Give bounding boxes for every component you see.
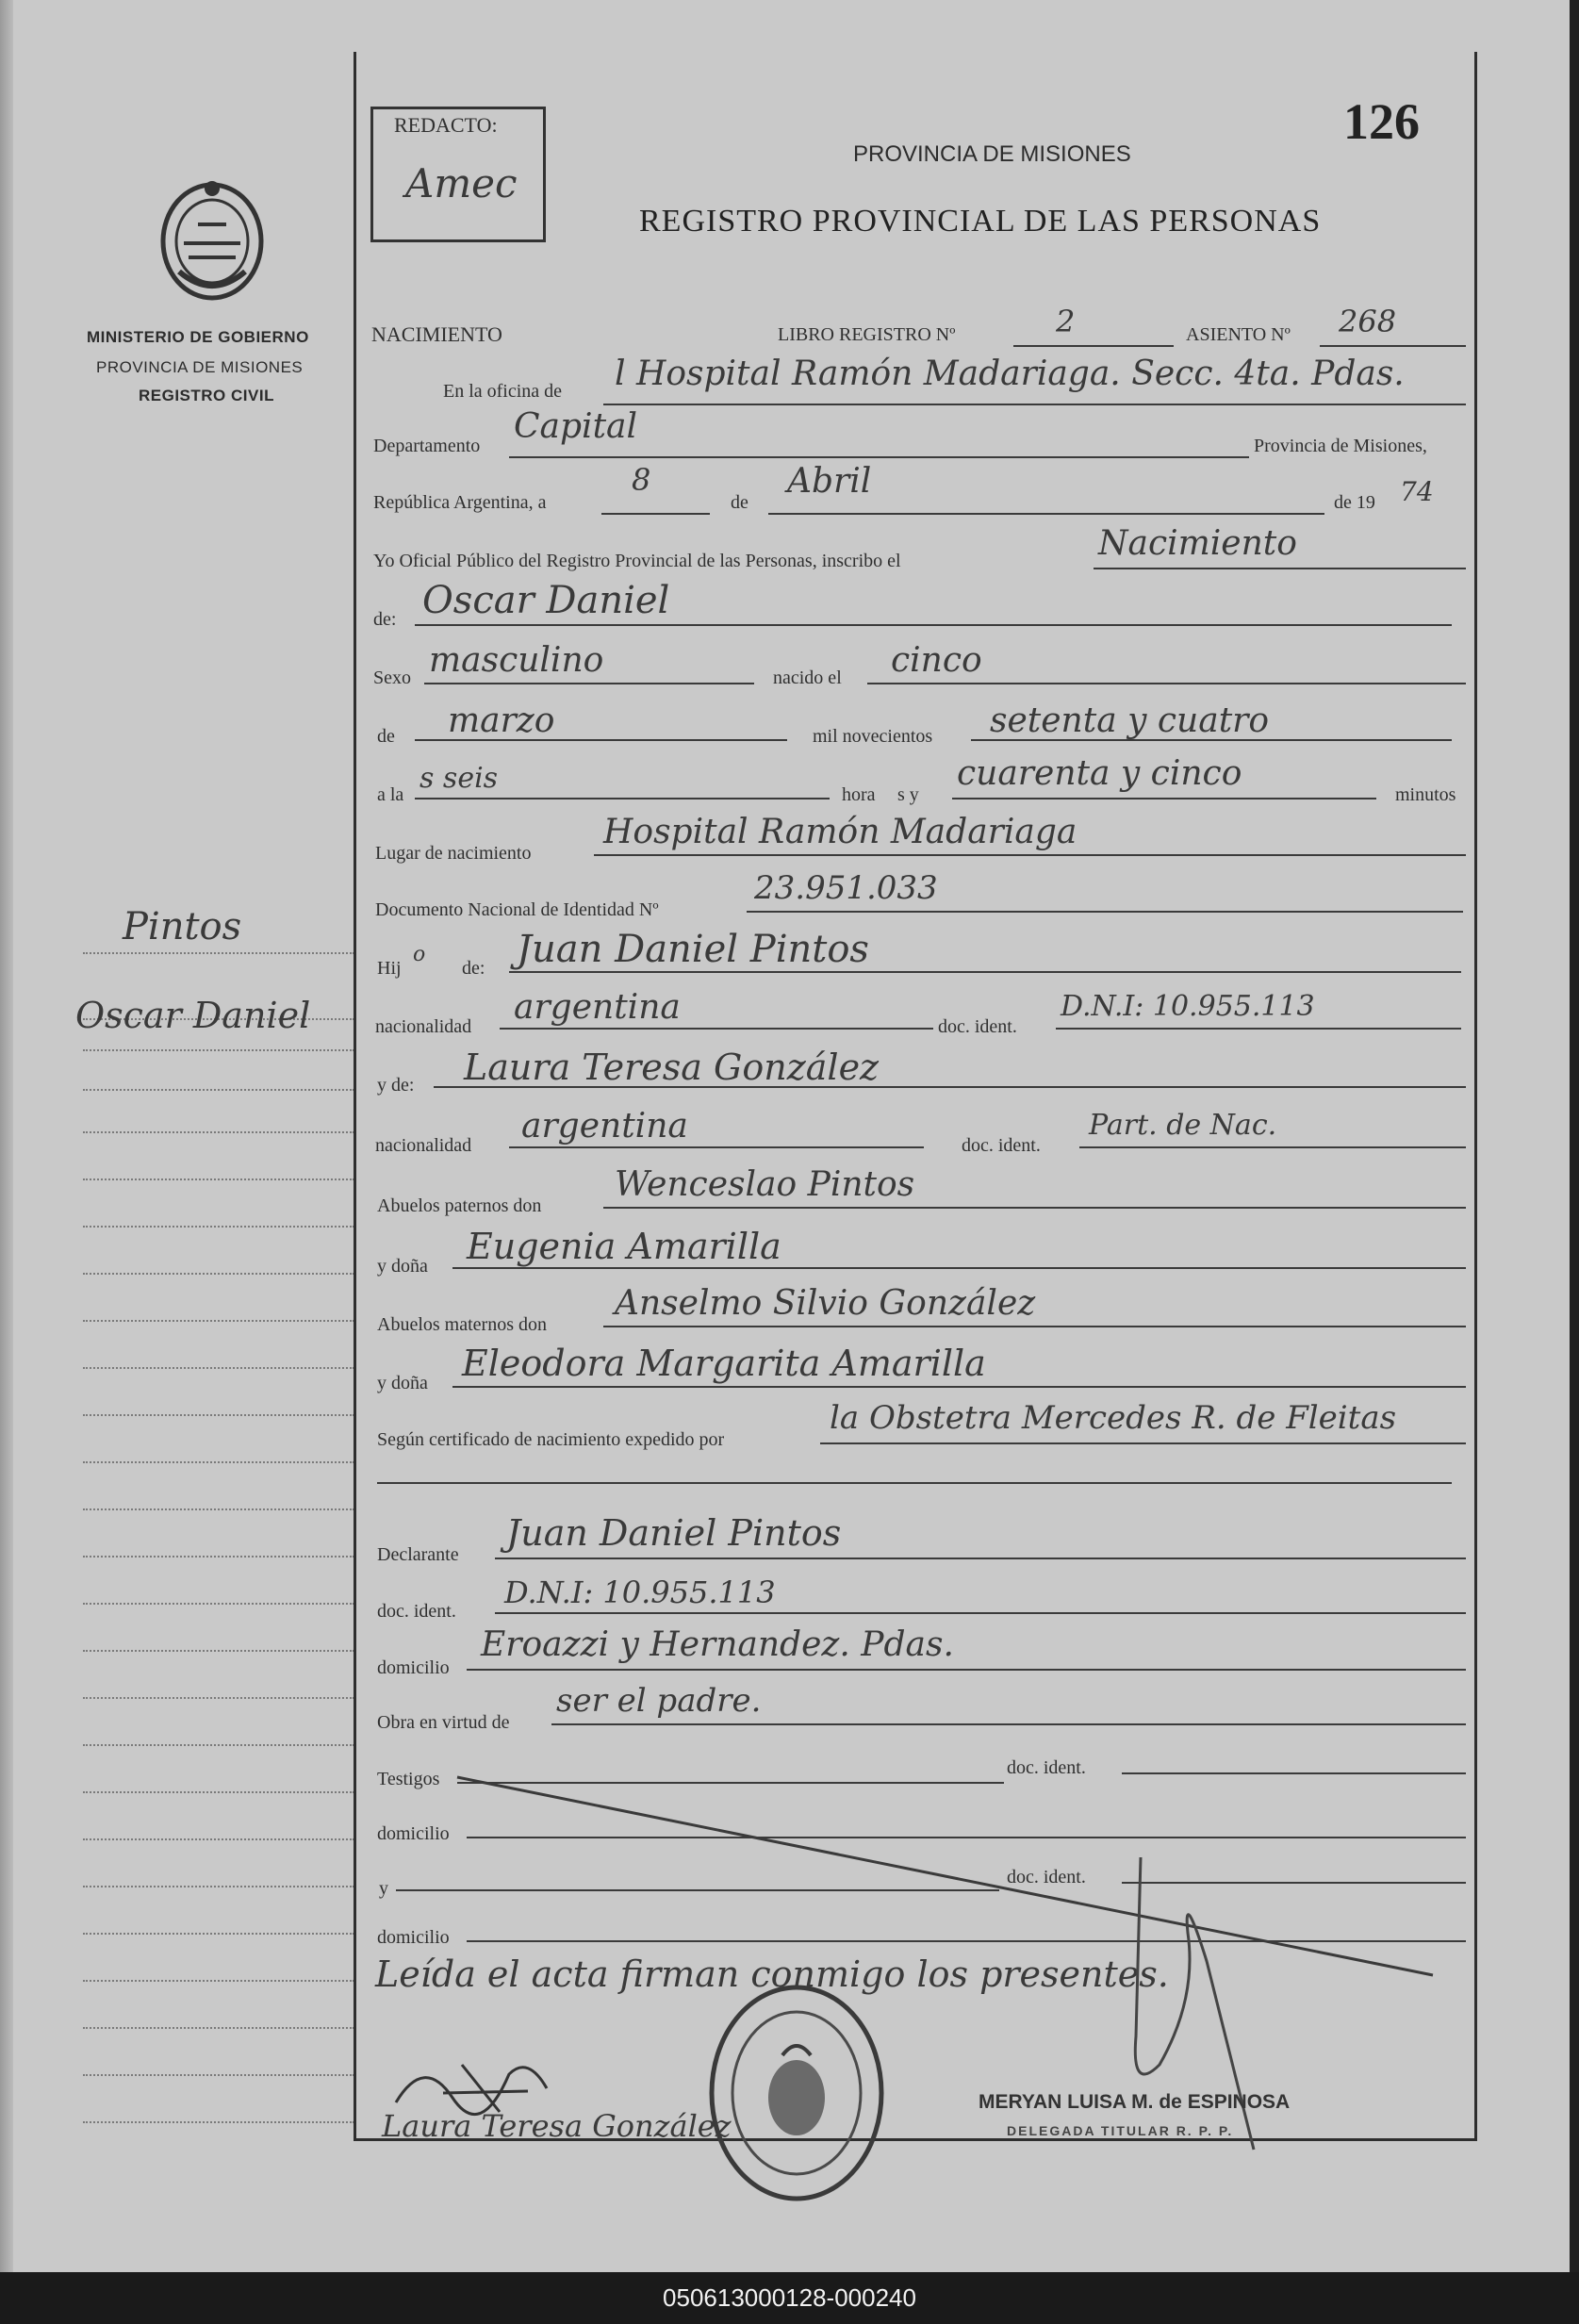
redacto-label: REDACTO: [394,113,498,137]
oficina-label: En la oficina de [443,381,563,402]
mil-label: mil novecientos [813,726,933,747]
leida-value: Leída el acta firman conmigo los presentes. [375,1953,1169,1995]
asiento-label: ASIENTO Nº [1186,324,1291,345]
redacto-value: Amec [405,160,518,206]
minutos-label: minutos [1395,784,1456,805]
page-number: 126 [1343,93,1420,150]
provincia-label: Provincia de Misiones, [1254,436,1427,456]
domicilio2-label: domicilio [377,1823,450,1844]
image-code: 050613000128-000240 [663,2283,916,2312]
declarante-value: Juan Daniel Pintos [506,1512,842,1554]
minutos-value: cuarenta y cinco [957,754,1242,793]
abuelos-mat-value: Anselmo Silvio González [615,1284,1036,1323]
domicilio-label: domicilio [377,1657,450,1678]
name-value: Oscar Daniel [422,579,670,622]
de3-label: de [377,726,395,747]
ala-label: a la [377,784,404,805]
hijo-suffix: o [413,943,426,966]
binding-edge [0,0,13,2272]
obra-label: Obra en virtud de [377,1712,510,1733]
oficial-value: Nacimiento [1098,524,1297,563]
oficina-value: l Hospital Ramón Madariaga. Secc. 4ta. Pdas. [615,354,1405,393]
registry-title: REGISTRO PROVINCIAL DE LAS PERSONAS [639,204,1322,239]
provincial-emblem-icon [151,177,273,309]
nac1-value: argentina [514,988,681,1027]
mil-value: setenta y cuatro [990,701,1270,740]
official-seal-icon [702,1980,891,2206]
docident3-label: doc. ident. [377,1601,456,1622]
ministry-line: MINISTERIO DE GOBIERNO [87,328,309,346]
day-value: 8 [632,462,651,498]
asiento-value: 268 [1339,304,1397,339]
dni-value: 23.951.033 [754,869,938,907]
de2-label: de: [373,609,397,630]
abuelos-mat-label: Abuelos maternos don [377,1314,547,1335]
lugar-value: Hospital Ramón Madariaga [603,813,1077,851]
departamento-label: Departamento [373,436,481,456]
ydona1-value: Eugenia Amarilla [467,1226,781,1267]
testigos-label: Testigos [377,1769,440,1789]
image-id-bar [0,2272,1579,2324]
docident1-label: doc. ident. [938,1016,1017,1037]
docident4-label: doc. ident. [1007,1757,1086,1778]
domicilio-value: Eroazzi y Hernandez. Pdas. [481,1625,954,1664]
abuelos-pat-value: Wenceslao Pintos [615,1165,915,1204]
ala-value: s seis [419,762,499,795]
departamento-value: Capital [514,407,638,446]
ydona2-value: Eleodora Margarita Amarilla [462,1343,986,1384]
official-name: MERYAN LUISA M. de ESPINOSA [979,2091,1291,2113]
signature-mother: Laura Teresa González [382,2108,732,2144]
ydona2-label: y doña [377,1373,428,1393]
sexo-label: Sexo [373,668,411,688]
obra-value: ser el padre. [556,1682,762,1720]
yde-label: y de: [377,1075,415,1096]
libro-label: LIBRO REGISTRO Nº [778,324,956,345]
nacido-label: nacido el [773,668,842,688]
oficial-label: Yo Oficial Público del Registro Provincial de las Personas, inscribo el [373,551,901,571]
province-title: PROVINCIA DE MISIONES [853,141,1131,167]
libro-value: 2 [1056,304,1076,339]
hora-suffix: s y [897,784,919,805]
hora-label: hora [842,784,876,805]
nacido-month: marzo [448,701,555,740]
docident2-label: doc. ident. [962,1135,1041,1156]
nac2-value: argentina [521,1107,688,1146]
segun-value: la Obstetra Mercedes R. de Fleitas [830,1399,1397,1437]
father-value: Juan Daniel Pintos [517,928,869,971]
y-label: y [379,1878,388,1899]
hijo-label: Hij [377,958,402,979]
nac2-label: nacionalidad [375,1135,472,1156]
year-label: de 19 [1334,492,1375,513]
mother-value: Laura Teresa González [464,1047,880,1088]
record-type: NACIMIENTO [371,322,502,346]
declarante-label: Declarante [377,1544,459,1565]
lugar-label: Lugar de nacimiento [375,843,532,864]
nacido-value: cinco [891,641,982,680]
province-line: PROVINCIA DE MISIONES [96,358,304,376]
segun-label: Según certificado de nacimiento expedido por [377,1429,725,1450]
sexo-value: masculino [429,641,604,680]
ydona1-label: y doña [377,1256,428,1277]
de-label: de [731,492,748,513]
hijo-de-label: de: [462,958,485,979]
dni-label: Documento Nacional de Identidad Nº [375,899,659,920]
docident3-value: D.N.I: 10.955.113 [504,1574,776,1610]
docident5-label: doc. ident. [1007,1867,1086,1887]
month-value: Abril [787,462,872,501]
year-value: 74 [1400,476,1434,507]
domicilio3-label: domicilio [377,1927,450,1948]
official-title: DELEGADA TITULAR R. P. P. [1007,2123,1234,2138]
docident2-value: Part. de Nac. [1089,1109,1277,1142]
abuelos-pat-label: Abuelos paternos don [377,1195,542,1216]
sidebar-surname: Pintos [123,905,242,948]
registro-civil-line: REGISTRO CIVIL [139,387,274,404]
docident1-value: D.N.I: 10.955.113 [1061,990,1315,1023]
nac1-label: nacionalidad [375,1016,472,1037]
republica-label: República Argentina, a [373,492,547,513]
sidebar-given-names: Oscar Daniel [75,995,311,1036]
